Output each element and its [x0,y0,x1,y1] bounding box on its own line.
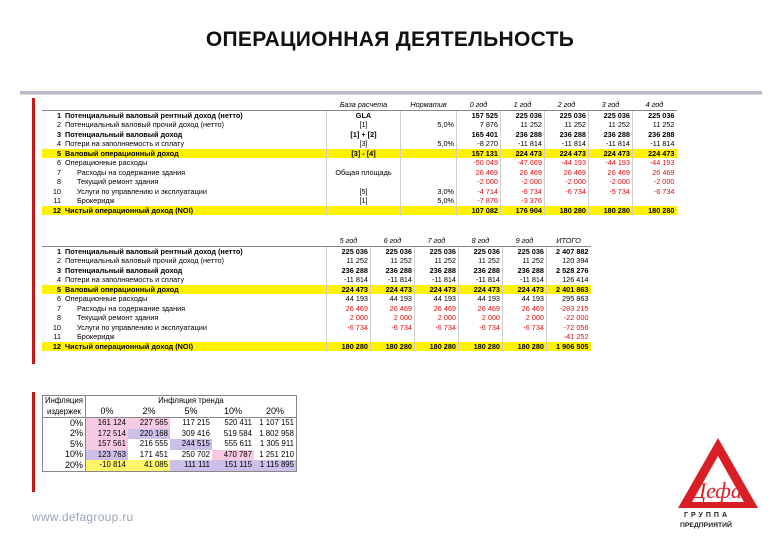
table1-header-cell: 4 год [633,100,677,110]
table2-header-cell [63,236,327,246]
sensitivity-cell: 250 702 [181,449,210,459]
table2-header-cell: ИТОГО [547,236,591,246]
table2-cell: 1 906 505 [547,342,591,352]
table1-cell: -11 814 [633,139,677,149]
table2-row [42,246,591,256]
sensitivity-cell: 520 411 [224,418,252,428]
table2-cell: 180 280 [459,342,503,352]
table2-cell: 4 [56,275,61,285]
table2-cell: -11 814 [415,275,459,285]
table1-cell: 157 131 [457,149,501,159]
table1-cell: -44 193 [589,158,633,168]
sensitivity-cell: 41 085 [128,460,170,471]
table2-cell: -11 814 [503,275,547,285]
sensitivity-col-header: 20% [254,407,297,418]
table2-cell: 10 [52,322,61,332]
table2-row [42,304,591,314]
table1-cell: [5] [327,187,401,197]
website-link[interactable]: www.defagroup.ru [32,510,134,524]
table1-row [42,139,677,149]
table2-cell: 236 288 [371,266,415,276]
table2-cell: -11 814 [371,275,415,285]
table2-cell: 2 401 863 [547,285,591,295]
table1-row [42,120,677,130]
table1-header-cell: 0 год [457,100,501,110]
table1-cell: 11 [53,196,61,206]
table2-cell: 44 193 [327,294,371,304]
table2-cell: Потери на заполняемость и сплату [65,275,185,285]
table1-cell: [3] [327,139,401,149]
table2-cell: 180 280 [415,342,459,352]
accent-bar [32,98,35,364]
table1-row [42,206,677,216]
table1-cell: -11 814 [501,139,545,149]
table1-cell: 12 [42,206,63,216]
table2-cell: -6 734 [459,323,503,333]
table2-cell: 2 000 [371,313,415,323]
table2-cell: -6 734 [371,323,415,333]
table2-cell: 26 469 [371,304,415,314]
table1-cell [401,110,457,120]
table1-cell: 180 280 [633,206,677,216]
table1-cell: -11 814 [545,139,589,149]
table1-cell: 3,0% [401,187,457,197]
table2-cell: 120 394 [547,256,591,266]
table1-cell: 5,0% [401,196,457,206]
table2-cell: -283 215 [547,304,591,314]
table2-cell: Услуги по управлению и эксплуатации [77,322,207,332]
table1-cell: 225 036 [545,110,589,120]
table1-cell [589,196,633,206]
table2-cell: 236 288 [327,266,371,276]
table1-row [42,158,677,168]
table1-cell: 11 252 [545,120,589,130]
table2-cell: Расходы на содержание здания [77,303,186,313]
sensitivity-cell: -10 814 [85,460,128,471]
table1-cell: 180 280 [589,206,633,216]
sensitivity-col-header: 2% [128,407,170,418]
table2-row [42,313,591,323]
table2-row [42,323,591,333]
table2-cell: 224 473 [459,285,503,295]
table2-cell: 11 [53,332,61,342]
table2-cell: 295 863 [547,294,591,304]
table2-cell: 2 [56,256,61,266]
table1-cell: 3 [56,129,61,139]
table2-cell [371,332,415,342]
table1-row [42,149,677,159]
table1-cell: -47 669 [501,158,545,168]
table1-cell: 225 036 [589,110,633,120]
table2-cell: 44 193 [503,294,547,304]
table2-cell: 2 000 [459,313,503,323]
table2-cell: 3 [56,265,61,275]
table2-cell: 180 280 [327,342,371,352]
table1-header-cell: Норматив [401,100,457,110]
table2-cell: 11 252 [327,256,371,266]
table1-cell: 11 252 [633,120,677,130]
cashflow-table-years-0-4 [42,100,677,215]
table1-row [42,177,677,187]
table2-row [42,342,591,352]
table1-cell: Валовый операционный доход [63,149,327,159]
table1-cell [633,196,677,206]
table2-cell: 2 000 [327,313,371,323]
sensitivity-row [43,429,297,440]
table2-cell: Потенциальный валовый прочий доход (нетто) [65,256,224,266]
sensitivity-corner-bottom: издержек [43,407,86,418]
sensitivity-title-row [43,396,297,407]
sensitivity-row [43,460,297,471]
sensitivity-cell: 172 514 [85,429,128,440]
sensitivity-col-header: 10% [212,407,254,418]
table1-row [42,130,677,140]
sensitivity-col-header: 0% [85,407,128,418]
table1-cell: 224 473 [633,149,677,159]
table1-cell: 176 904 [501,206,545,216]
logo-line1: ГРУППА [684,512,731,519]
table2-cell [503,332,547,342]
table2-cell: 236 288 [415,266,459,276]
table2-cell: 11 252 [503,256,547,266]
table2-cell [327,332,371,342]
table2-header-cell [42,236,63,246]
table2-cell: 44 193 [415,294,459,304]
table2-row [42,256,591,266]
sensitivity-cell: 309 416 [181,428,210,438]
table1-cell [545,196,589,206]
table2-cell: 11 252 [415,256,459,266]
table2-cell: 11 252 [459,256,503,266]
sensitivity-cell: 171 451 [139,449,168,459]
table1-cell: Общая площадь [327,168,401,178]
table1-row [42,196,677,206]
table1-cell: 26 469 [589,168,633,178]
sensitivity-cell: 1 115 895 [254,460,297,471]
table2-row [42,285,591,295]
table1-cell: 1 [56,110,61,120]
table1-cell: 236 288 [545,130,589,140]
table1-cell: Чистый операционный доход (NOI) [63,206,327,216]
table1-cell [327,158,401,168]
table1-cell [401,177,457,187]
table1-cell: Потенциальный валовый рентный доход (нетто) [65,110,243,120]
sensitivity-cell: 216 555 [139,439,168,449]
sensitivity-cell: 123 763 [85,450,128,461]
table1-cell: Услуги по управлению и эксплуатации [77,186,207,196]
table2-cell: Брокеридж [77,332,115,342]
table2-header-cell: 8 год [459,236,503,246]
table2-header-row [42,236,591,246]
table1-cell: 5 [42,149,63,159]
table1-cell: 7 [56,167,61,177]
table2-cell: 236 288 [459,266,503,276]
table1-cell: 225 036 [501,110,545,120]
table2-cell: 26 469 [459,304,503,314]
table1-row [42,168,677,178]
table2-cell: Текущий ремонт здания [77,313,159,323]
table1-cell: 2 [56,120,61,130]
table1-cell [401,149,457,159]
table2-cell: 225 036 [459,246,503,256]
table2-header-cell: 9 год [503,236,547,246]
table2-cell: 2 000 [415,313,459,323]
sensitivity-cell: 244 515 [170,439,212,450]
table1-cell: 26 469 [501,168,545,178]
sensitivity-cell: 555 611 [224,439,252,449]
table2-cell: Валовый операционный доход [63,285,327,295]
table2-cell [415,332,459,342]
table2-cell: 26 469 [503,304,547,314]
table1-cell: 26 469 [545,168,589,178]
table1-cell: Потенциальный валовый прочий доход (нетто) [65,120,224,130]
sensitivity-row-label: 20% [43,460,86,471]
table2-cell: -6 734 [327,323,371,333]
table1-cell: Операционные расходы [65,158,148,168]
table1-cell: -6 734 [545,187,589,197]
table2-cell: 180 280 [371,342,415,352]
table2-row [42,275,591,285]
table2-cell: 1 [56,246,61,256]
table1-cell: -44 193 [633,158,677,168]
table1-header-cell [63,100,327,110]
table1-cell: -7 876 [457,196,501,206]
table2-cell: 126 414 [547,275,591,285]
table1-cell: [1] [327,196,401,206]
sensitivity-row-label: 2% [43,429,86,440]
table1-cell: -3 376 [501,196,545,206]
table2-row [42,266,591,276]
table1-cell: 224 473 [501,149,545,159]
table2-cell: 6 [56,294,61,304]
sensitivity-cell: 111 111 [170,460,212,471]
table2-cell: -6 734 [415,323,459,333]
table1-cell: -8 270 [457,139,501,149]
table1-cell: Брокеридж [77,196,115,206]
table1-cell: 11 252 [589,120,633,130]
table1-header-cell: 2 год [545,100,589,110]
table2-cell: 11 252 [371,256,415,266]
table2-header-cell: 7 год [415,236,459,246]
sensitivity-cell: 161 124 [85,418,128,429]
table2-cell: 224 473 [371,285,415,295]
table2-cell: 8 [56,313,61,323]
table1-row [42,187,677,197]
table1-cell: -2 000 [545,177,589,187]
table1-cell: 8 [56,177,61,187]
table1-cell: 7 876 [457,120,501,130]
table1-cell: 225 036 [633,110,677,120]
table1-cell: 165 401 [457,130,501,140]
table2-cell: 224 473 [327,285,371,295]
table2-cell: 44 193 [371,294,415,304]
sensitivity-cell: 470 787 [212,450,254,461]
table1-header-cell: 1 год [501,100,545,110]
table2-cell: 225 036 [415,246,459,256]
sensitivity-cell: 157 561 [85,439,128,450]
table1-cell: -2 000 [457,177,501,187]
sensitivity-corner-top: Инфляция [43,396,86,407]
table2-row [42,332,591,342]
table1-header-row [42,100,677,110]
table1-cell: -2 000 [633,177,677,187]
table2-cell: -11 814 [459,275,503,285]
table2-cell: 7 [56,303,61,313]
table1-cell [327,206,401,216]
table1-cell: Текущий ремонт здания [77,177,159,187]
sensitivity-cell: 220 168 [128,429,170,440]
table2-cell: 26 469 [415,304,459,314]
table2-cell: 236 288 [503,266,547,276]
table2-cell: 225 036 [327,246,371,256]
table2-cell: 2 407 882 [547,246,591,256]
table1-cell: -6 734 [633,187,677,197]
table2-row [42,294,591,304]
table2-header-cell: 5 год [327,236,371,246]
title-divider-shadow [20,94,762,95]
table1-cell: -2 000 [589,177,633,187]
table1-header-cell: База расчета [327,100,401,110]
table1-cell: 10 [52,186,61,196]
table2-cell: Чистый операционный доход (NOI) [63,342,327,352]
table1-cell: [3] - [4] [327,149,401,159]
table2-cell: 5 [42,285,63,295]
table2-cell: 224 473 [503,285,547,295]
table1-cell [401,206,457,216]
table1-cell [401,130,457,140]
table1-cell: 5,0% [401,120,457,130]
table1-cell: -44 193 [545,158,589,168]
sensitivity-row-label: 0% [43,418,86,429]
page-title: ОПЕРАЦИОННАЯ ДЕЯТЕЛЬНОСТЬ [205,28,575,51]
sensitivity-row [43,439,297,450]
table1-cell: 26 469 [457,168,501,178]
table2-cell: -41 252 [547,332,591,342]
table2-cell: 225 036 [371,246,415,256]
table1-cell: 107 082 [457,206,501,216]
table2-cell: 180 280 [503,342,547,352]
table2-cell: 224 473 [415,285,459,295]
table1-cell: -11 814 [589,139,633,149]
table2-cell: -22 000 [547,313,591,323]
sensitivity-title: Инфляция тренда [158,396,224,406]
sensitivity-cell: 1 251 210 [259,449,294,459]
sensitivity-cell: 117 215 [182,418,210,428]
cashflow-table-years-5-9 [42,236,591,351]
sensitivity-cell: 151 115 [212,460,254,471]
table1-cell: 6 [56,158,61,168]
table1-cell: -5 734 [589,187,633,197]
table1-cell [401,158,457,168]
table2-cell: 12 [42,342,63,352]
table2-cell: -11 814 [327,275,371,285]
table1-cell: Потенциальный валовый доход [65,129,183,139]
table1-cell: 236 288 [501,130,545,140]
table2-cell: 26 469 [327,304,371,314]
sensitivity-cell: 1 107 151 [259,418,294,428]
table1-cell: 236 288 [589,130,633,140]
table2-cell: -6 734 [503,323,547,333]
table1-cell: 224 473 [589,149,633,159]
table1-row [42,110,677,120]
table1-cell [401,168,457,178]
table2-cell: 2 528 276 [547,266,591,276]
table1-header-cell [42,100,63,110]
sensitivity-cell: 1 802 958 [259,428,294,438]
table1-cell: -2 000 [501,177,545,187]
table1-cell: 180 280 [545,206,589,216]
table1-header-cell: 3 год [589,100,633,110]
logo-brand-text: Дефа [692,478,742,503]
sensitivity-table [42,395,297,472]
table1-cell: -50 049 [457,158,501,168]
table1-cell: Расходы на содержание здания [77,167,186,177]
table2-header-cell: 6 год [371,236,415,246]
logo-line2: ПРЕДПРИЯТИЙ [680,522,732,529]
sensitivity-row [43,418,297,429]
table1-cell: 224 473 [545,149,589,159]
sensitivity-cell: 1 305 911 [259,439,294,449]
table2-cell: -72 056 [547,323,591,333]
table1-cell: Потери на заполняемость и сплату [65,139,185,149]
sensitivity-col-header: 5% [170,407,212,418]
sensitivity-header-row [43,407,297,418]
sensitivity-cell: 519 584 [223,428,252,438]
table2-cell: Потенциальный валовый доход [65,265,183,275]
table2-cell: Операционные расходы [65,294,148,304]
sensitivity-cell: 227 565 [128,418,170,429]
table1-cell: -4 714 [457,187,501,197]
table2-cell [459,332,503,342]
table2-cell: Потенциальный валовый рентный доход (нетто) [65,246,243,256]
table1-cell [327,177,401,187]
table1-cell: 26 469 [633,168,677,178]
table1-cell: 157 525 [457,110,501,120]
table1-cell: 236 288 [633,130,677,140]
table1-cell: 5,0% [401,139,457,149]
sensitivity-row [43,450,297,461]
sensitivity-row-label: 10% [43,450,86,461]
table1-cell: 11 252 [501,120,545,130]
accent-bar-lower [32,392,35,492]
table1-cell: -6 734 [501,187,545,197]
sensitivity-row-label: 5% [43,439,86,450]
table2-cell: 2 000 [503,313,547,323]
table2-cell: 225 036 [503,246,547,256]
table1-cell: GLA [327,110,401,120]
table1-cell: 4 [56,139,61,149]
table2-cell: 44 193 [459,294,503,304]
table1-cell: [1] [327,120,401,130]
table1-cell: [1] + [2] [327,130,401,140]
